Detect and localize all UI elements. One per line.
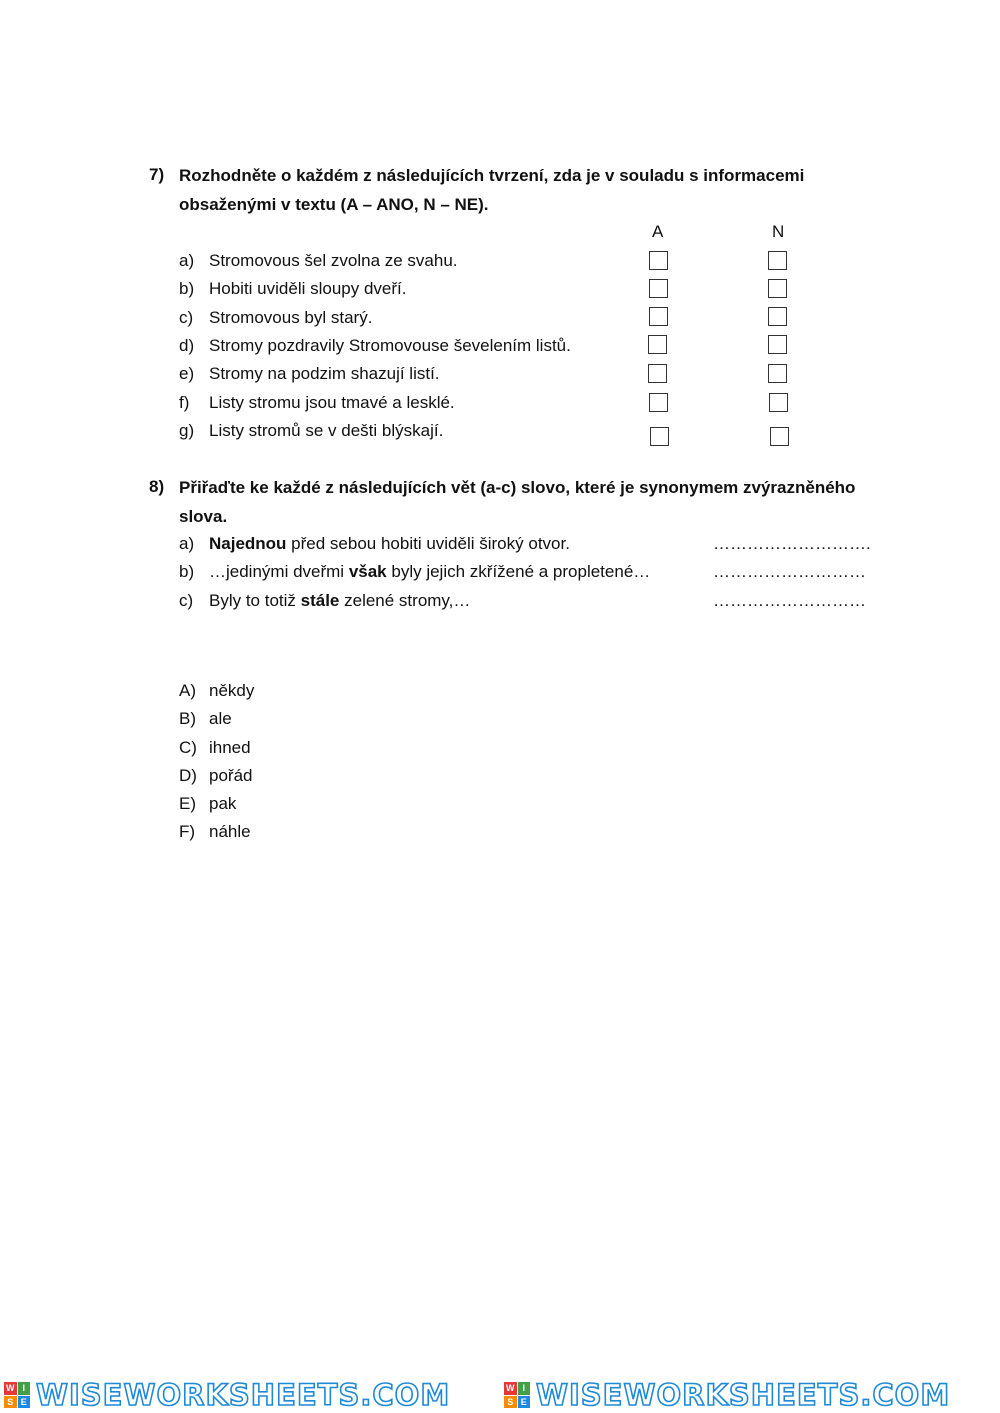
option-letter: A): [179, 681, 196, 700]
checkbox-ne-f[interactable]: [769, 393, 788, 412]
statement-letter: g): [179, 421, 195, 440]
sentence-after: před sebou hobiti uviděli široký otvor.: [286, 534, 570, 553]
statement-text: Stromovous šel zvolna ze svahu.: [209, 251, 458, 270]
checkbox-ne-d[interactable]: [768, 335, 787, 354]
question-8-number: 8): [149, 477, 165, 496]
question-7-number: 7): [149, 165, 165, 184]
sentence-text: [209, 562, 650, 582]
highlighted-word: Najednou: [209, 534, 287, 553]
checkbox-ano-f[interactable]: [649, 393, 668, 412]
question-8-prompt-line1: Přiřaďte ke každé z následujících vět (a-c) slovo, které je synonymem zvýrazněného: [179, 478, 856, 497]
answer-blank-c[interactable]: ………………………: [713, 591, 866, 610]
checkbox-ano-a[interactable]: [649, 251, 668, 270]
logo-badge-icon: W I S E: [4, 1382, 30, 1408]
column-header-ano: A: [652, 222, 664, 241]
question-8-prompt-line2: slova.: [179, 507, 228, 526]
checkbox-ano-b[interactable]: [649, 279, 668, 298]
checkbox-ano-g[interactable]: [650, 427, 669, 446]
sentence-letter: c): [179, 591, 194, 610]
option-text: ihned: [209, 738, 251, 757]
checkbox-ne-b[interactable]: [768, 279, 787, 298]
sentence-before: Byly to totiž: [209, 591, 301, 610]
statement-text: Hobiti uviděli sloupy dveří.: [209, 279, 407, 298]
statement-letter: a): [179, 251, 195, 270]
answer-blank-b[interactable]: ………………………: [713, 562, 866, 581]
option-text: pořád: [209, 766, 253, 785]
checkbox-ano-d[interactable]: [648, 335, 667, 354]
sentence-letter: a): [179, 534, 195, 553]
sentence-text: [209, 534, 570, 554]
sentence-after: byly jejich zkřížené a propletené…: [386, 562, 651, 581]
question-7-prompt-line2: obsaženými v textu (A – ANO, N – NE).: [179, 195, 489, 214]
statement-text: Listy stromů se v dešti blýskají.: [209, 421, 444, 440]
watermark-logo: [504, 1377, 950, 1413]
statement-letter: c): [179, 308, 194, 327]
checkbox-ano-e[interactable]: [648, 364, 667, 383]
statement-letter: b): [179, 279, 195, 298]
watermark-text: WISEWORKSHEETS.COM: [536, 1378, 951, 1412]
option-letter: F): [179, 822, 196, 841]
watermark-text: WISEWORKSHEETS.COM: [36, 1378, 451, 1412]
option-text: pak: [209, 794, 237, 813]
option-letter: B): [179, 709, 196, 728]
sentence-letter: b): [179, 562, 195, 581]
checkbox-ne-e[interactable]: [768, 364, 787, 383]
watermark-logo: [4, 1377, 450, 1413]
option-letter: E): [179, 794, 196, 813]
checkbox-ne-c[interactable]: [768, 307, 787, 326]
logo-badge-icon: W I S E: [504, 1382, 530, 1408]
option-text: náhle: [209, 822, 251, 841]
statement-text: Stromovous byl starý.: [209, 308, 373, 327]
option-letter: C): [179, 738, 197, 757]
sentence-before: …jedinými dveřmi: [209, 562, 349, 581]
statement-text: Stromy na podzim shazují listí.: [209, 364, 440, 383]
statement-text: Listy stromu jsou tmavé a lesklé.: [209, 393, 455, 412]
statement-letter: e): [179, 364, 195, 383]
statement-text: Stromy pozdravily Stromovouse ševelením listů.: [209, 336, 571, 355]
highlighted-word: stále: [300, 591, 340, 610]
footer-watermark: [0, 1377, 1000, 1413]
statement-letter: d): [179, 336, 195, 355]
checkbox-ne-g[interactable]: [770, 427, 789, 446]
column-header-ne: N: [772, 222, 785, 241]
answer-blank-a[interactable]: ……………………….: [713, 534, 871, 553]
highlighted-word: však: [348, 562, 387, 581]
question-7-prompt-line1: Rozhodněte o každém z následujících tvrzení, zda je v souladu s informacemi: [179, 166, 805, 185]
statement-letter: f): [179, 393, 190, 412]
option-text: někdy: [209, 681, 255, 700]
sentence-after: zelené stromy,…: [339, 591, 471, 610]
checkbox-ne-a[interactable]: [768, 251, 787, 270]
sentence-text: [209, 591, 470, 611]
checkbox-ano-c[interactable]: [649, 307, 668, 326]
option-text: ale: [209, 709, 232, 728]
option-letter: D): [179, 766, 197, 785]
